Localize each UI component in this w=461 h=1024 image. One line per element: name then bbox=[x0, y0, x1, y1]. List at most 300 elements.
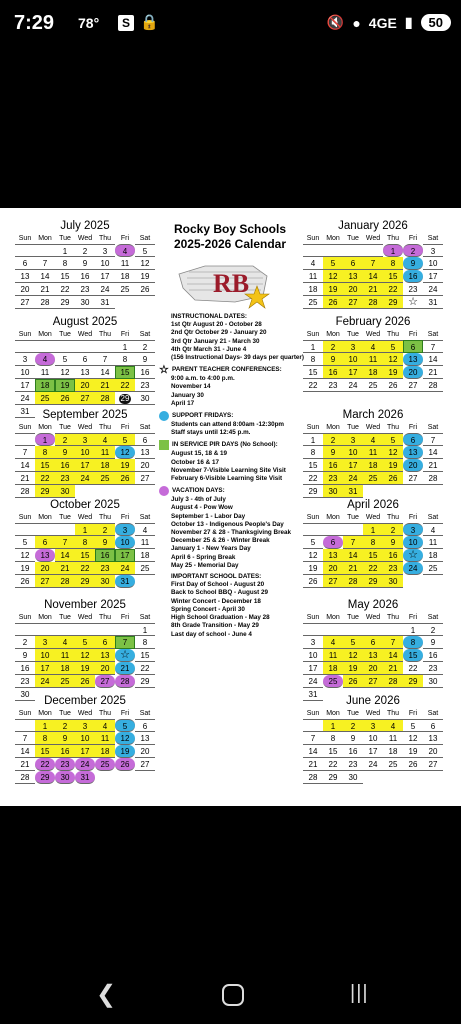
day-cell: 10 bbox=[115, 536, 135, 549]
day-cell: 19 bbox=[383, 459, 403, 472]
day-cell: 17 bbox=[363, 745, 383, 758]
month-title: December 2025 bbox=[44, 695, 126, 707]
day-cell: 23 bbox=[135, 379, 155, 392]
empty-cell bbox=[15, 244, 35, 257]
day-cell: 25 bbox=[363, 379, 383, 392]
day-cell: 1 bbox=[383, 244, 403, 257]
day-cell: 8 bbox=[35, 446, 55, 459]
day-cell: 11 bbox=[323, 649, 343, 662]
day-cell: 28 bbox=[15, 485, 35, 498]
day-cell: 15 bbox=[35, 459, 55, 472]
empty-cell bbox=[95, 340, 115, 353]
green-key-icon bbox=[159, 440, 169, 450]
day-cell: 10 bbox=[15, 366, 35, 379]
month-grid bbox=[15, 329, 155, 418]
day-cell: 3 bbox=[75, 433, 95, 446]
day-cell: 8 bbox=[55, 257, 75, 270]
legend-text: First Day of School - August 20 bbox=[171, 581, 265, 589]
legend-line bbox=[171, 392, 305, 400]
legend-text: April 17 bbox=[171, 399, 195, 407]
location-icon: ● bbox=[352, 14, 361, 31]
weekday-header: Mon bbox=[326, 710, 340, 717]
day-cell: 19 bbox=[383, 366, 403, 379]
home-icon[interactable] bbox=[222, 984, 244, 1006]
day-cell: 7 bbox=[303, 732, 323, 745]
day-cell: 6 bbox=[35, 536, 55, 549]
weekday-header: Mon bbox=[38, 614, 52, 621]
day-cell: 23 bbox=[403, 283, 423, 296]
day-cell: 6 bbox=[95, 636, 115, 649]
weekday-header: Mon bbox=[326, 424, 340, 431]
day-cell: 20 bbox=[15, 283, 35, 296]
day-cell: 31 bbox=[343, 485, 363, 498]
day-cell: 3 bbox=[75, 719, 95, 732]
day-cell: 25 bbox=[383, 758, 403, 771]
day-cell: 18 bbox=[95, 745, 115, 758]
legend-text: October 13 - Indigenous People's Day bbox=[171, 520, 284, 528]
day-cell: 26 bbox=[303, 575, 323, 588]
day-cell: 4 bbox=[363, 433, 383, 446]
legend-text: 3rd Qtr January 21 - March 30 bbox=[171, 337, 260, 345]
day-cell: 11 bbox=[95, 732, 115, 745]
day-cell: 31 bbox=[75, 771, 95, 784]
legend-heading bbox=[171, 573, 305, 581]
day-cell: 8 bbox=[363, 536, 383, 549]
day-cell: 16 bbox=[323, 459, 343, 472]
day-cell: 5 bbox=[75, 636, 95, 649]
mute-icon: 🔇 bbox=[326, 14, 345, 30]
day-cell: 3 bbox=[403, 523, 423, 536]
empty-cell bbox=[15, 523, 35, 536]
day-cell: 3 bbox=[95, 244, 115, 257]
day-cell: 24 bbox=[303, 675, 323, 688]
legend-text: November 27 & 28 - Thanksgiving Break bbox=[171, 529, 292, 537]
day-cell: 20 bbox=[403, 366, 423, 379]
day-cell: 29 bbox=[75, 575, 95, 588]
day-cell: 29 bbox=[135, 675, 155, 688]
day-cell: 23 bbox=[75, 283, 95, 296]
day-cell: 4 bbox=[35, 353, 55, 366]
weekday-header: Sat bbox=[427, 331, 439, 338]
day-cell: 1 bbox=[35, 433, 55, 446]
day-cell: 28 bbox=[383, 675, 403, 688]
day-cell: 24 bbox=[343, 379, 363, 392]
day-cell: 21 bbox=[15, 472, 35, 485]
weekday-header: Tue bbox=[59, 235, 71, 242]
legend-text: November 14 bbox=[171, 383, 211, 391]
day-cell: 14 bbox=[363, 270, 383, 283]
day-cell: 6 bbox=[15, 257, 35, 270]
legend-line bbox=[171, 354, 305, 362]
day-cell: 6 bbox=[323, 536, 343, 549]
day-cell: 8 bbox=[323, 732, 343, 745]
day-cell: 5 bbox=[383, 340, 403, 353]
weekday-header: Thu bbox=[98, 235, 112, 242]
month-grid bbox=[15, 708, 155, 784]
day-cell: 26 bbox=[383, 379, 403, 392]
day-cell: 3 bbox=[115, 523, 135, 536]
day-cell: 6 bbox=[135, 719, 155, 732]
day-cell: 17 bbox=[75, 745, 95, 758]
legend-line bbox=[171, 562, 305, 570]
day-cell: 12 bbox=[383, 353, 403, 366]
day-cell: 27 bbox=[363, 675, 383, 688]
day-cell: 26 bbox=[75, 675, 95, 688]
day-cell: 23 bbox=[423, 662, 443, 675]
day-cell: 7 bbox=[383, 636, 403, 649]
month-february-2026 bbox=[303, 315, 443, 392]
weekday-header: Wed bbox=[77, 710, 93, 717]
legend-text: 8th Grade Transition - May 29 bbox=[171, 622, 259, 630]
empty-cell bbox=[383, 623, 403, 636]
day-cell: 24 bbox=[363, 758, 383, 771]
day-cell: 12 bbox=[75, 649, 95, 662]
weekday-header: Sun bbox=[18, 514, 32, 521]
day-cell: 8 bbox=[303, 353, 323, 366]
day-cell: 14 bbox=[423, 446, 443, 459]
weekday-header: Fri bbox=[408, 514, 418, 521]
day-cell: 21 bbox=[303, 758, 323, 771]
day-cell: 29 bbox=[383, 296, 403, 309]
day-cell: 21 bbox=[115, 662, 135, 675]
day-cell: 9 bbox=[55, 732, 75, 745]
day-cell: 15 bbox=[75, 549, 95, 562]
day-cell: 21 bbox=[423, 459, 443, 472]
day-cell: 26 bbox=[383, 472, 403, 485]
day-cell: 9 bbox=[423, 636, 443, 649]
legend-line bbox=[171, 513, 305, 521]
day-cell: 10 bbox=[403, 536, 423, 549]
legend-line bbox=[171, 598, 305, 606]
weekday-header: Mon bbox=[38, 331, 52, 338]
day-cell: 13 bbox=[343, 270, 363, 283]
empty-cell bbox=[75, 340, 95, 353]
legend-text: August 15, 18 & 19 bbox=[171, 450, 227, 458]
empty-cell bbox=[55, 623, 75, 636]
weekday-header: Thu bbox=[98, 710, 112, 717]
legend-line bbox=[171, 537, 305, 545]
day-cell: 23 bbox=[343, 758, 363, 771]
weekday-header: Mon bbox=[326, 331, 340, 338]
day-cell: 5 bbox=[403, 719, 423, 732]
legend-text: August 4 - Pow Wow bbox=[171, 504, 233, 512]
month-grid bbox=[15, 612, 155, 701]
day-cell: 16 bbox=[55, 745, 75, 758]
day-cell: 13 bbox=[15, 270, 35, 283]
day-cell: 22 bbox=[135, 662, 155, 675]
weekday-header: Fri bbox=[120, 514, 130, 521]
day-cell: 26 bbox=[403, 758, 423, 771]
legend-text: SUPPORT FRIDAYS: bbox=[172, 411, 234, 419]
legend-line bbox=[171, 606, 305, 614]
day-cell: 30 bbox=[95, 575, 115, 588]
day-cell: 19 bbox=[115, 459, 135, 472]
legend-text: (156 Instructional Days- 39 days per quarter) bbox=[171, 354, 304, 362]
legend-text: December 25 & 26 - Winter Break bbox=[171, 537, 270, 545]
day-cell: 28 bbox=[115, 675, 135, 688]
month-title: April 2026 bbox=[347, 499, 399, 511]
day-cell: 24 bbox=[35, 675, 55, 688]
month-december-2025 bbox=[15, 694, 155, 784]
day-cell: 12 bbox=[115, 446, 135, 459]
weekday-header: Fri bbox=[120, 614, 130, 621]
legend-text: Students can attend 8:00am -12:30pm bbox=[171, 421, 285, 429]
weekday-header: Mon bbox=[38, 710, 52, 717]
day-cell: 17 bbox=[343, 366, 363, 379]
day-cell: 16 bbox=[15, 662, 35, 675]
day-cell: 7 bbox=[15, 732, 35, 745]
day-cell: 8 bbox=[115, 353, 135, 366]
legend-text: VACATION DAYS: bbox=[172, 487, 225, 495]
month-title: October 2025 bbox=[50, 499, 120, 511]
legend-line bbox=[171, 521, 305, 529]
day-cell: 26 bbox=[343, 675, 363, 688]
weekday-header: Sun bbox=[18, 710, 32, 717]
day-cell: 19 bbox=[343, 662, 363, 675]
weekday-header: Mon bbox=[326, 514, 340, 521]
empty-cell bbox=[75, 623, 95, 636]
day-cell: 29 bbox=[363, 575, 383, 588]
day-cell: 10 bbox=[303, 649, 323, 662]
month-title: August 2025 bbox=[52, 316, 118, 328]
day-cell: 5 bbox=[343, 636, 363, 649]
status-bar bbox=[0, 0, 461, 48]
day-cell: 15 bbox=[323, 745, 343, 758]
day-cell: 29 bbox=[323, 771, 343, 784]
day-cell: 1 bbox=[75, 523, 95, 536]
day-cell: 19 bbox=[115, 745, 135, 758]
legend-line bbox=[171, 338, 305, 346]
weekday-header: Sun bbox=[306, 424, 320, 431]
day-cell: 6 bbox=[403, 433, 423, 446]
legend-line bbox=[171, 622, 305, 630]
weekday-header: Tue bbox=[347, 614, 359, 621]
day-cell: 12 bbox=[303, 549, 323, 562]
back-icon[interactable]: ❮ bbox=[96, 981, 117, 1008]
weekday-header: Tue bbox=[347, 235, 359, 242]
day-cell: 14 bbox=[423, 353, 443, 366]
empty-cell bbox=[323, 623, 343, 636]
day-cell: 9 bbox=[323, 353, 343, 366]
day-cell: 30 bbox=[323, 485, 343, 498]
logo-monogram: RB bbox=[212, 269, 250, 298]
day-cell: 8 bbox=[135, 636, 155, 649]
legend-text: Back to School BBQ - August 29 bbox=[171, 589, 269, 597]
month-grid bbox=[303, 233, 443, 309]
day-cell: 6 bbox=[135, 433, 155, 446]
day-cell: 3 bbox=[343, 433, 363, 446]
day-cell: 24 bbox=[343, 472, 363, 485]
calendar-title bbox=[155, 222, 305, 252]
month-grid bbox=[15, 233, 155, 309]
day-cell: 11 bbox=[95, 446, 115, 459]
day-cell: 28 bbox=[363, 296, 383, 309]
weekday-header: Thu bbox=[386, 614, 400, 621]
day-cell: 18 bbox=[383, 745, 403, 758]
day-cell: 26 bbox=[135, 283, 155, 296]
calendar-legend bbox=[155, 313, 305, 639]
day-cell: 24 bbox=[423, 283, 443, 296]
day-cell: 4 bbox=[135, 523, 155, 536]
day-cell: 20 bbox=[403, 459, 423, 472]
day-cell: 12 bbox=[323, 270, 343, 283]
weekday-header: Sun bbox=[306, 331, 320, 338]
weekday-header: Thu bbox=[386, 235, 400, 242]
day-cell: 10 bbox=[423, 257, 443, 270]
day-cell: ☆ bbox=[403, 549, 423, 562]
day-cell: 25 bbox=[35, 392, 55, 405]
weekday-header: Fri bbox=[408, 424, 418, 431]
legend-text: Spring Concert - April 30 bbox=[171, 605, 245, 613]
day-cell: 15 bbox=[135, 649, 155, 662]
day-cell: 22 bbox=[115, 379, 135, 392]
day-cell: 15 bbox=[363, 549, 383, 562]
empty-cell bbox=[95, 623, 115, 636]
legend-line bbox=[171, 475, 305, 483]
day-cell: 26 bbox=[55, 392, 75, 405]
legend-text: 2nd Qtr October 29 - January 20 bbox=[171, 329, 267, 337]
day-cell: 25 bbox=[303, 296, 323, 309]
day-cell: ☆ bbox=[403, 296, 423, 309]
day-cell: 10 bbox=[75, 732, 95, 745]
day-cell: 19 bbox=[75, 662, 95, 675]
legend-heading bbox=[159, 411, 305, 421]
weekday-header: Thu bbox=[98, 514, 112, 521]
weekday-header: Sat bbox=[139, 710, 151, 717]
weekday-header: Sun bbox=[18, 331, 32, 338]
day-cell: 29 bbox=[403, 675, 423, 688]
day-cell: 25 bbox=[363, 472, 383, 485]
day-cell: 11 bbox=[115, 257, 135, 270]
day-cell: 3 bbox=[343, 340, 363, 353]
legend-heading bbox=[171, 313, 305, 321]
day-cell: 9 bbox=[343, 732, 363, 745]
day-cell: 22 bbox=[303, 379, 323, 392]
day-cell: 24 bbox=[115, 562, 135, 575]
day-cell: 16 bbox=[75, 270, 95, 283]
empty-cell bbox=[15, 719, 35, 732]
empty-cell bbox=[303, 523, 323, 536]
weekday-header: Mon bbox=[38, 424, 52, 431]
day-cell: 4 bbox=[303, 257, 323, 270]
day-cell: 28 bbox=[55, 575, 75, 588]
day-cell: 27 bbox=[135, 758, 155, 771]
month-title: June 2026 bbox=[346, 695, 400, 707]
day-cell: 30 bbox=[343, 771, 363, 784]
month-may-2026 bbox=[303, 598, 443, 701]
day-cell: 22 bbox=[35, 472, 55, 485]
day-cell: 18 bbox=[363, 366, 383, 379]
day-cell: 4 bbox=[95, 719, 115, 732]
battery-indicator: 50 bbox=[421, 14, 451, 31]
empty-cell bbox=[35, 340, 55, 353]
purple-key-icon bbox=[159, 486, 169, 496]
day-cell: 7 bbox=[363, 257, 383, 270]
day-cell: 18 bbox=[95, 459, 115, 472]
day-cell: 21 bbox=[363, 283, 383, 296]
day-cell: 17 bbox=[95, 270, 115, 283]
day-cell: 16 bbox=[135, 366, 155, 379]
day-cell: 1 bbox=[35, 719, 55, 732]
legend-line bbox=[171, 496, 305, 504]
day-cell: 23 bbox=[323, 472, 343, 485]
day-cell: 15 bbox=[383, 270, 403, 283]
day-cell: 3 bbox=[363, 719, 383, 732]
weekday-header: Mon bbox=[326, 235, 340, 242]
empty-cell bbox=[363, 623, 383, 636]
weekday-header: Sat bbox=[427, 424, 439, 431]
day-cell: 31 bbox=[95, 296, 115, 309]
weekday-header: Sat bbox=[427, 710, 439, 717]
empty-cell bbox=[303, 244, 323, 257]
day-cell: 17 bbox=[115, 549, 135, 562]
day-cell: 20 bbox=[95, 662, 115, 675]
day-cell: 21 bbox=[15, 758, 35, 771]
day-cell: 3 bbox=[35, 636, 55, 649]
day-cell: 2 bbox=[323, 433, 343, 446]
legend-text: 9:00 a.m. to 4:00 p.m. bbox=[171, 375, 235, 383]
weekday-header: Tue bbox=[59, 424, 71, 431]
day-cell: 19 bbox=[55, 379, 75, 392]
day-cell: 22 bbox=[55, 283, 75, 296]
month-march-2026 bbox=[303, 408, 443, 498]
legend-line bbox=[171, 421, 305, 429]
day-cell: 20 bbox=[75, 379, 95, 392]
weekday-header: Tue bbox=[59, 710, 71, 717]
day-cell: 13 bbox=[135, 732, 155, 745]
day-cell: 10 bbox=[95, 257, 115, 270]
calendar-center-column bbox=[155, 208, 305, 639]
day-cell: 1 bbox=[303, 433, 323, 446]
day-cell: 30 bbox=[383, 575, 403, 588]
day-cell: 18 bbox=[115, 270, 135, 283]
day-cell: 9 bbox=[15, 649, 35, 662]
day-cell: 26 bbox=[115, 472, 135, 485]
day-cell: 8 bbox=[75, 536, 95, 549]
calendar-document bbox=[0, 208, 461, 806]
day-cell: 28 bbox=[95, 392, 115, 405]
day-cell: 27 bbox=[15, 296, 35, 309]
day-cell: 6 bbox=[363, 636, 383, 649]
day-cell: 7 bbox=[115, 636, 135, 649]
day-cell: 22 bbox=[35, 758, 55, 771]
weekday-header: Wed bbox=[77, 331, 93, 338]
weekday-header: Wed bbox=[77, 424, 93, 431]
empty-cell bbox=[35, 623, 55, 636]
recent-apps-icon[interactable]: ||| bbox=[350, 982, 369, 1004]
day-cell: 23 bbox=[323, 379, 343, 392]
legend-line bbox=[171, 459, 305, 467]
weekday-header: Fri bbox=[408, 710, 418, 717]
lock-icon: 🔒 bbox=[140, 14, 159, 31]
day-cell: 27 bbox=[35, 575, 55, 588]
weekday-header: Fri bbox=[120, 331, 130, 338]
day-cell: 17 bbox=[35, 662, 55, 675]
day-cell: 20 bbox=[343, 283, 363, 296]
day-cell: 28 bbox=[423, 379, 443, 392]
day-cell: 6 bbox=[423, 719, 443, 732]
legend-line bbox=[171, 450, 305, 458]
day-cell: 25 bbox=[135, 562, 155, 575]
day-cell: 14 bbox=[95, 366, 115, 379]
day-cell: 2 bbox=[95, 523, 115, 536]
day-cell: 24 bbox=[403, 562, 423, 575]
weekday-header: Mon bbox=[326, 614, 340, 621]
weekday-header: Fri bbox=[408, 331, 418, 338]
weekday-header: Sun bbox=[18, 424, 32, 431]
day-cell: 30 bbox=[55, 485, 75, 498]
day-cell: 6 bbox=[343, 257, 363, 270]
